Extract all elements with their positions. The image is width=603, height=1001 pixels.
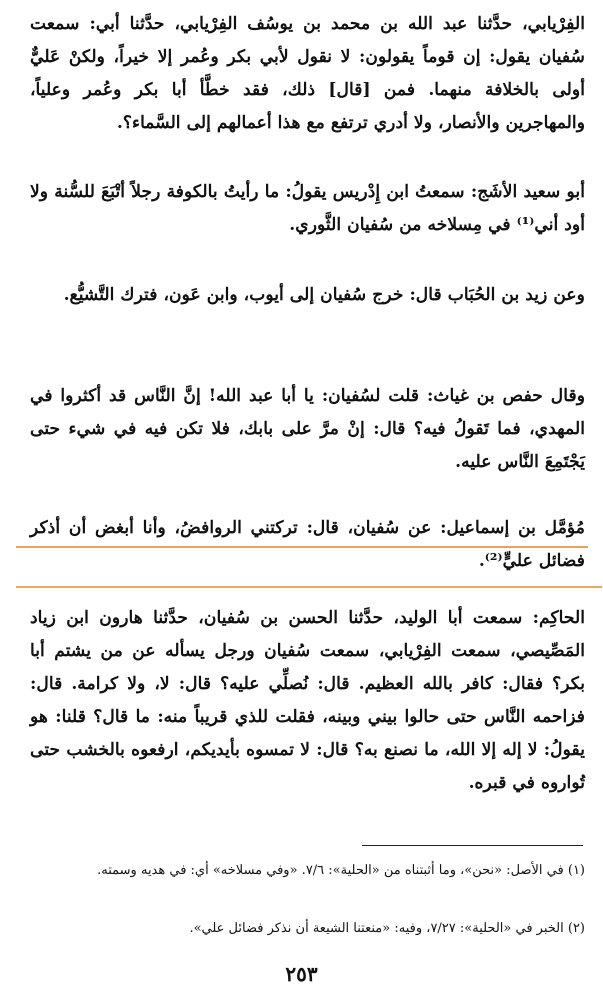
paragraph-faryabi-sufyan: الفِرْيابي، حدَّثنا عبد الله بن محمد بن يوسُف الفِرْيابي، حدَّثنا أبي: سمعت سُفيان يقول: إن قوماً يقولون: لا نقول لأبي بكر وعُمر إلا خيراً، ولكنْ عَليٌّ أولى بالخلافة منهما. فمن [قال] ذلك، فقد خطَّأ أبا بكر وعُمر وعلياً، والمهاجرين والأنصار، ولا أدري ترتفع مع هذا أعمالهم إلى السَّماء؟. (30, 14, 585, 133)
paragraph-abu-said-ashajj: أبو سعيد الأشَج: سمعتُ ابن إِدْريس يقولُ: ما رأيتُ بالكوفة رجلاً أتْبَعَ للسُّنة ولا أود أني⁽¹⁾ في مِسلاخه من سُفيان الثَّوري. (30, 182, 585, 235)
footnote-1: (١) في الأصل: «نحن»، وما أثبتناه من «الحلية»: ٧/٦. «وفي مسلاخه» أي: في هديه وسمته. (97, 863, 585, 878)
paragraph-muammal-ibn-ismail: مُؤمَّل بن إسماعيل: عن سُفيان، قال: تركتني الروافضُ، وأنا أبغض أن أذكر فضائل عليٍّ⁽²⁾. (30, 518, 585, 571)
paragraph-zaid-ibn-hubab: وعن زيد بن الحُبَاب قال: خرج سُفيان إلى أيوب، وابن عَون، فترك التَّشيُّع. (63, 285, 585, 305)
paragraph-hafs-ibn-ghiyath: وقال حفص بن غياث: قلت لسُفيان: يا أبا عبد الله! إنَّ النَّاس قد أكثروا في المهدي، فما تَقولُ فيه؟ قال: إنْ مرَّ على بابك، فلا تكن فيه في شيء حتى يَجْتَمِعَ النَّاس عليه. (30, 386, 585, 472)
footnote-divider (362, 845, 583, 846)
page-number: ٢٥٣ (285, 962, 318, 986)
paragraph-al-hakim: الحاكِم: سمعت أبا الوليد، حدَّثنا الحسن بن سُفيان، حدَّثنا هارون ابن زياد المَصِّيصي، سمعت الفِرْيابي، سمعت سُفيان ورجل يسأله عن من يشتم أبا بكر؟ فقال: كافر بالله العظيم. قال: نُصلِّي عليه؟ قال: لا، ولا كرامة. قال: فزاحمه النَّاس حتى حالوا بيني وبينه، فقلت للذي قريباً منه: ما قال؟ قلنا: هو يقولُ: لا إله إلا الله، ما نصنع به؟ قال: لا تمسوه بأيديكم، ارفعوه بالخشب حتى تُواروه في قبره. (30, 608, 585, 793)
highlight-line-bottom (16, 586, 602, 588)
footnote-2: (٢) الخبر في «الحلية»: ٧/٢٧، وفيه: «منعتنا الشيعة أن نذكر فضائل علي». (189, 921, 585, 936)
